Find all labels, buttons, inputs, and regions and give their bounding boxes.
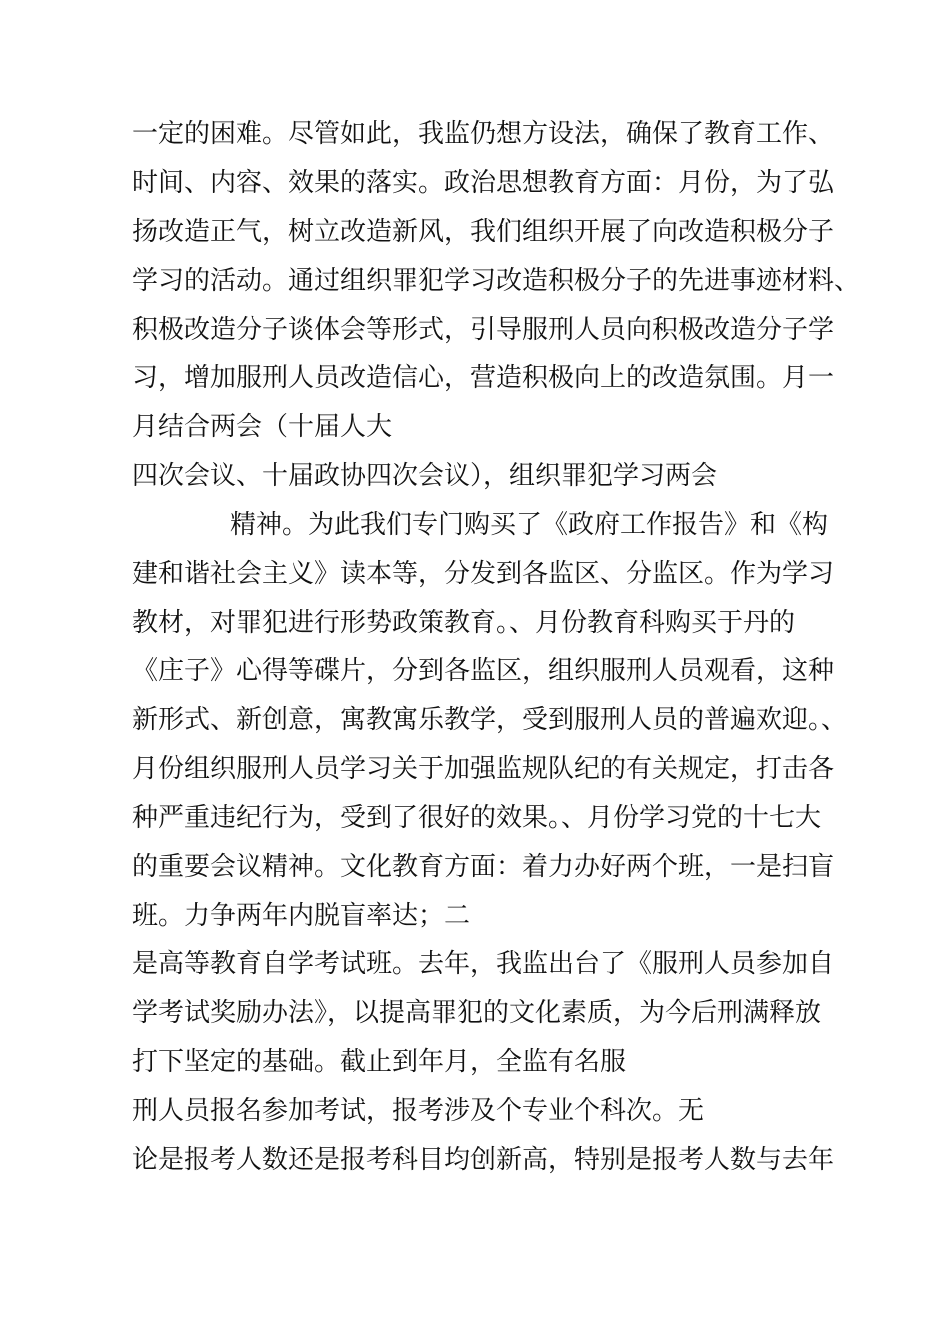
text-line-14: 月份组织服刑人员学习关于加强监规队纪的有关规定，打击各 (132, 754, 835, 784)
text-line-15: 种严重违纪行为，受到了很好的效果。、月份学习党的十七大 (132, 803, 822, 833)
text-line-4: 学习的活动。通过组织罪犯学习改造积极分子的先进事迹材料、 (132, 266, 861, 296)
text-line-18: 是高等教育自学考试班。去年，我监出台了《服刑人员参加自 (132, 949, 835, 979)
text-line-22: 论是报考人数还是报考科目均创新高，特别是报考人数与去年 (132, 1145, 835, 1175)
text-line-17: 班。力争两年内脱盲率达；二 (132, 901, 471, 931)
text-line-7: 月结合两会（十届人大 (132, 412, 393, 442)
text-line-12: 《庄子》心得等碟片，分到各监区，组织服刑人员观看，这种 (132, 656, 835, 686)
text-line-2: 时间、内容、效果的落实。政治思想教育方面：月份，为了弘 (132, 168, 835, 198)
text-line-10: 建和谐社会主义》读本等，分发到各监区、分监区。作为学习 (132, 559, 835, 589)
text-line-3: 扬改造正气，树立改造新风，我们组织开展了向改造积极分子 (132, 217, 835, 247)
text-line-6: 习，增加服刑人员改造信心，营造积极向上的改造氛围。月一 (132, 363, 835, 393)
text-line-19: 学考试奖励办法》，以提高罪犯的文化素质，为今后刑满释放 (132, 998, 822, 1028)
text-line-11: 教材，对罪犯进行形势政策教育。、月份教育科购买于丹的 (132, 608, 796, 638)
text-line-5: 积极改造分子谈体会等形式，引导服刑人员向积极改造分子学 (132, 315, 835, 345)
text-line-13: 新形式、新创意，寓教寓乐教学，受到服刑人员的普遍欢迎。、 (132, 705, 848, 735)
text-line-20: 打下坚定的基础。截止到年月，全监有名服 (132, 1047, 627, 1077)
text-line-8: 四次会议、十届政协四次会议），组织罪犯学习两会 (132, 461, 718, 491)
text-line-21: 刑人员报名参加考试，报考涉及个专业个科次。无 (132, 1096, 705, 1126)
text-line-16: 的重要会议精神。文化教育方面：着力办好两个班，一是扫盲 (132, 852, 835, 882)
text-line-9: 精神。为此我们专门购买了《政府工作报告》和《构 (230, 510, 829, 540)
text-line-1: 一定的困难。尽管如此，我监仍想方设法，确保了教育工作、 (132, 119, 835, 149)
